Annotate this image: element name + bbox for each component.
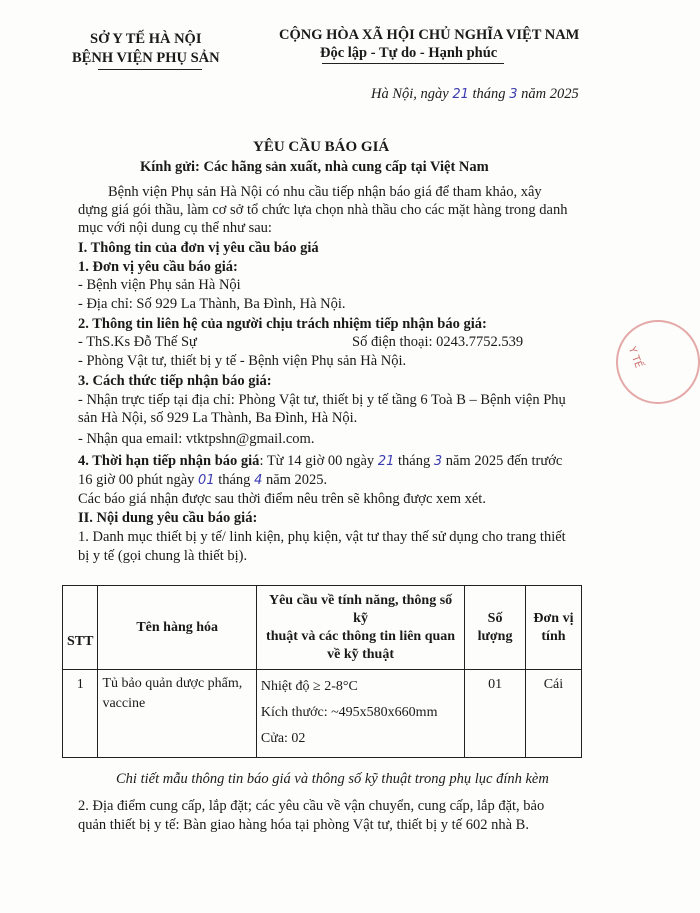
th-spec <box>256 586 464 670</box>
table-header-row <box>63 586 582 670</box>
s2-heading: 2. Thông tin liên hệ của người chịu trách nhiệm tiếp nhận báo giá: <box>78 316 487 332</box>
s4-text-b: tháng <box>397 453 431 469</box>
th-qty-line1: Số <box>487 610 503 626</box>
cell-qty: 01 <box>465 670 526 758</box>
th-unit-line1: Đơn vị <box>533 610 574 626</box>
s2-contact-phone: Số điện thoại: 0243.7752.539 <box>352 334 524 350</box>
date-prefix: Hà Nội, ngày <box>371 86 449 102</box>
cell-spec-line1: Nhiệt độ ≥ 2-8°C <box>260 679 358 694</box>
cell-name-line1: Tủ bảo quản dược phẩm, <box>102 676 243 691</box>
s4-text-c: năm 2025 đến trước <box>445 453 563 469</box>
s3-heading: 3. Cách thức tiếp nhận báo giá: <box>78 373 272 389</box>
s4-label: 4. Thời hạn tiếp nhận báo giá <box>78 453 260 469</box>
s4-text-d: 16 giờ 00 phút ngày <box>78 472 195 488</box>
s2-contact-name: - ThS.Ks Đỗ Thế Sự <box>78 334 197 350</box>
date-month-label: tháng <box>472 86 506 102</box>
s3-line3: - Nhận qua email: vtktpshn@gmail.com. <box>78 431 315 447</box>
intro-line1: Bệnh viện Phụ sản Hà Nội có nhu cầu tiếp nhận báo giá để tham khảo, xây <box>108 184 542 200</box>
cell-name <box>98 670 256 758</box>
date-month: 3 <box>509 87 518 102</box>
s4-line1 <box>78 452 562 471</box>
cell-spec-line3: Cửa: 02 <box>260 731 306 746</box>
date-year: năm 2025 <box>521 86 579 102</box>
s4-text-e: tháng <box>218 472 251 488</box>
document-title: YÊU CẦU BÁO GIÁ <box>253 139 390 155</box>
th-qty <box>465 586 526 670</box>
s4-line2 <box>78 471 327 490</box>
s3-line1: - Nhận trực tiếp tại địa chỉ: Phòng Vật tư, thiết bị y tế tầng 6 Toà B – Bệnh viện Phụ <box>78 392 566 408</box>
national-motto-line1: CỘNG HÒA XÃ HỘI CHỦ NGHĨA VIỆT NAM <box>279 27 580 43</box>
date-day: 21 <box>452 87 469 102</box>
section2-line2: bị y tế (gọi chung là thiết bị). <box>78 548 248 564</box>
cell-unit: Cái <box>525 670 581 758</box>
s4-month1: 3 <box>433 454 443 469</box>
s4-note: Các báo giá nhận được sau thời điểm nêu trên sẽ không được xem xét. <box>78 491 486 507</box>
s1-line1: - Bệnh viện Phụ sản Hà Nội <box>78 277 241 293</box>
official-stamp <box>616 320 700 404</box>
org-line1: SỞ Y TẾ HÀ NỘI <box>90 31 202 47</box>
equipment-table <box>62 585 582 758</box>
stamp-text: Y TẾ <box>625 345 644 370</box>
addressee: Kính gửi: Các hãng sản xuất, nhà cung cấp tại Việt Nam <box>140 159 489 175</box>
cell-stt: 1 <box>63 670 98 758</box>
footnote: Chi tiết mẫu thông tin báo giá và thông số kỹ thuật trong phụ lục đính kèm <box>116 771 549 787</box>
org-underline <box>98 69 202 70</box>
item2-line2: quản thiết bị y tế: Bàn giao hàng hóa tại phòng Vật tư, thiết bị y tế 602 nhà B. <box>78 817 529 833</box>
intro-line2: dựng giá gói thầu, làm cơ sở tổ chức lựa chọn nhà thầu cho các mặt hàng trong danh <box>78 202 568 218</box>
cell-spec <box>256 670 464 758</box>
s4-day1: 21 <box>377 454 395 469</box>
section1-heading: I. Thông tin của đơn vị yêu cầu báo giá <box>78 240 319 256</box>
th-unit <box>525 586 581 670</box>
org-line2: BỆNH VIỆN PHỤ SẢN <box>72 50 220 66</box>
s3-line2: sản Hà Nội, số 929 La Thành, Ba Đình, Hà Nội. <box>78 410 358 426</box>
s4-month2: 4 <box>254 473 263 488</box>
s2-department: - Phòng Vật tư, thiết bị y tế - Bệnh viện Phụ sản Hà Nội. <box>78 353 407 369</box>
s1-line2: - Địa chỉ: Số 929 La Thành, Ba Đình, Hà Nội. <box>78 296 346 312</box>
table-row <box>63 670 582 758</box>
date-line <box>371 85 579 104</box>
s1-heading: 1. Đơn vị yêu cầu báo giá: <box>78 259 238 275</box>
item2-line1: 2. Địa điểm cung cấp, lắp đặt; các yêu cầu về vận chuyển, cung cấp, lắp đặt, bảo <box>78 798 545 814</box>
th-name: Tên hàng hóa <box>98 586 256 670</box>
s4-day2: 01 <box>198 473 215 488</box>
th-unit-line2: tính <box>541 628 566 644</box>
national-motto-line2: Độc lập - Tự do - Hạnh phúc <box>320 45 498 61</box>
th-stt: STT <box>63 586 98 670</box>
s4-text-f: năm 2025. <box>265 472 328 488</box>
section2-line1: 1. Danh mục thiết bị y tế/ linh kiện, phụ kiện, vật tư thay thế sử dụng cho trang thiết <box>78 529 566 545</box>
cell-name-line2: vaccine <box>102 696 146 711</box>
th-spec-line1: Yêu cầu về tính năng, thông số kỹ <box>268 592 453 626</box>
cell-spec-line2: Kích thước: ~495x580x660mm <box>260 705 438 720</box>
intro-line3: mục với nội dung cụ thể như sau: <box>78 220 272 236</box>
th-spec-line3: về kỹ thuật <box>327 646 395 662</box>
s4-text-a: : Từ 14 giờ 00 ngày <box>259 453 375 469</box>
section2-heading: II. Nội dung yêu cầu báo giá: <box>78 510 258 526</box>
th-spec-line2: thuật và các thông tin liên quan <box>266 628 456 644</box>
th-qty-line2: lượng <box>477 628 513 644</box>
motto-underline <box>322 63 504 64</box>
